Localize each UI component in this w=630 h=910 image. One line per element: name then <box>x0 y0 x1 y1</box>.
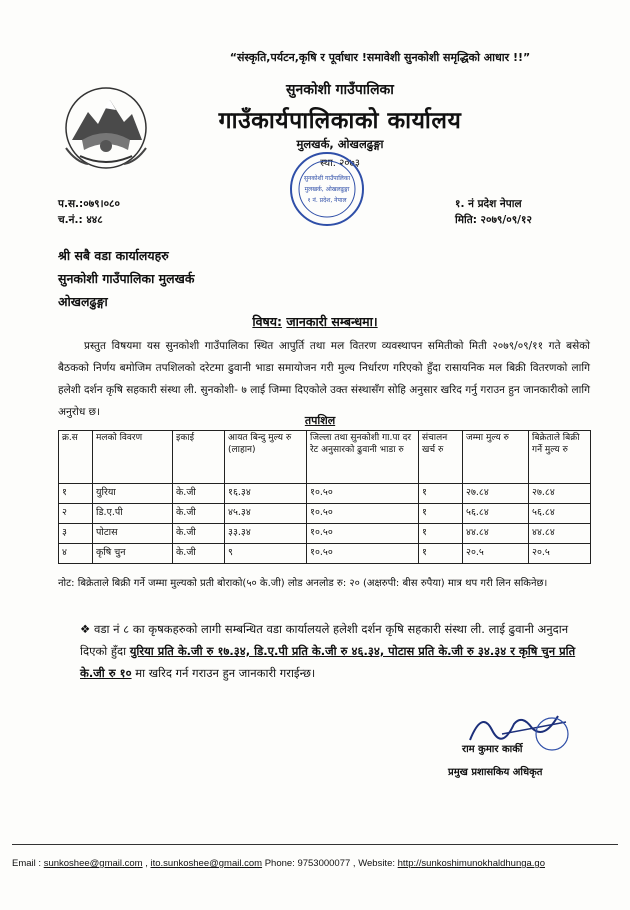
table-row <box>59 504 591 524</box>
header-fertilizer: मलको विवरण <box>93 431 173 484</box>
cell: २ <box>59 504 93 524</box>
header-unit: इकाई <box>173 431 225 484</box>
footer-website[interactable]: http://sunkoshimunokhaldhunga.go <box>397 858 545 869</box>
body-paragraph: प्रस्तुत विषयमा यस सुनकोशी गाउँपालिका स्थित आपुर्ति तथा मल वितरण व्यवस्थापन समितीको मिती २०७९/०९/११ गते बसेको बैठकको निर्णय बमोजिम तपशिलको दरेटमा ढुवानी भाडा समायोजन गरी मुल्य निर्धारण गरिएको हुँदा रासायनिक मल बिक्री वितरणको लागि हलेशी दर्शन कृषि सहकारी संस्था ली. सुनकोशी- ७ लाई जिम्मा दिएकोले उक्त संस्थासँग सोहि अनुसार खरिद गर्नु गराउन हुन जानकारीको लागि अनुरोध छ। <box>58 340 590 418</box>
cell: २७.८४ <box>463 484 529 504</box>
table-row <box>59 484 591 504</box>
reference-left <box>58 196 120 228</box>
cell: डि.ए.पी <box>93 504 173 524</box>
cell: १०.५० <box>307 484 419 504</box>
rate-table <box>58 430 591 564</box>
notice-text-part-2: मा खरिद गर्न गराउन हुन जानकारी गराईन्छ। <box>135 666 316 680</box>
cell: युरिया <box>93 484 173 504</box>
cell: के.जी <box>173 484 225 504</box>
signatory-title: प्रमुख प्रशासकिय अधिकृत <box>448 767 543 778</box>
subject-line <box>120 313 510 330</box>
footer-email-label: Email : <box>12 858 44 869</box>
recipient-line-1: श्री सबै वडा कार्यालयहरु <box>58 248 169 263</box>
motto: “संस्कृति,पर्यटन,कृषि र पूर्वाधार !समावेशी सुनकोशी समृद्धिको आधार !!” <box>229 51 531 64</box>
cell: ५६.८४ <box>529 504 591 524</box>
municipality-name: सुनकोशी गाउँपालिका <box>286 82 394 98</box>
cell: के.जी <box>173 524 225 544</box>
footer-contact <box>12 858 618 869</box>
letter-number: प.स.:०७९।०८० <box>58 198 120 210</box>
table-note: नोट: बिक्रेताले बिक्री गर्ने जम्मा मुल्यको प्रती बोराको(५० के.जी) लोड अनलोड रु: २० (अक्षरुपी: बीस रुपैया) मात्र थप गरी लिन सकिनेछ। <box>58 578 548 589</box>
footer-email-1[interactable]: sunkoshee@gmail.com <box>43 858 143 869</box>
cell: ४ <box>59 544 93 564</box>
cell: १ <box>419 544 463 564</box>
cell: १ <box>419 484 463 504</box>
cell: ३३.३४ <box>225 524 307 544</box>
cell: १ <box>419 524 463 544</box>
table-header-row <box>59 431 591 484</box>
cell: २७.८४ <box>529 484 591 504</box>
cell: १ <box>59 484 93 504</box>
cell: पोटास <box>93 524 173 544</box>
cell: १०.५० <box>307 544 419 564</box>
cell: ९ <box>225 544 307 564</box>
dispatch-number: च.नं.: ४४८ <box>58 214 103 226</box>
cell: के.जी <box>173 544 225 564</box>
cell: ४५.३४ <box>225 504 307 524</box>
recipient-address <box>58 244 194 313</box>
signatory-name: राम कुमार कार्की <box>462 744 523 755</box>
footer-divider <box>12 844 618 845</box>
cell: १०.५० <box>307 524 419 544</box>
cell: २०.५ <box>529 544 591 564</box>
recipient-line-2: सुनकोशी गाउँपालिका मुलखर्क <box>58 271 195 286</box>
subject-label: विषय: <box>252 314 283 329</box>
diamond-bullet-icon: ❖ <box>80 622 91 636</box>
footer-email-2[interactable]: ito.sunkoshee@gmail.com <box>150 858 263 869</box>
nepal-emblem-icon <box>58 78 154 174</box>
subject-text: जानकारी सम्बन्धमा। <box>286 314 378 329</box>
stamp-line-3: १ नं. प्रदेश, नेपाल <box>307 197 347 204</box>
office-location: मुलखर्क, ओखलढुङ्गा <box>296 137 384 151</box>
header-transport: जिल्ला तथा सुनकोशी गा.पा दर रेट अनुसारको ढुवानी भाडा रु <box>307 431 419 484</box>
cell: ३ <box>59 524 93 544</box>
header-serial: क्र.स <box>59 431 93 484</box>
table-title: तपशिल <box>304 414 336 427</box>
letter-date: मिति: २०७९/०९/१२ <box>455 214 532 226</box>
stamp-line-2: मुलखर्क, ओखलढुङ्गा <box>304 186 350 193</box>
cell: २०.५ <box>463 544 529 564</box>
cell: १०.५० <box>307 504 419 524</box>
cell: ४४.८४ <box>529 524 591 544</box>
header-operation-cost: संचालन खर्च रु <box>419 431 463 484</box>
province: १. नं प्रदेश नेपाल <box>455 198 522 210</box>
table-row <box>59 524 591 544</box>
cell: कृषि चुन <box>93 544 173 564</box>
office-stamp-icon <box>288 150 366 228</box>
notice-price-highlight: युरिया प्रति के.जी रु १७.३४, डि.ए.पी प्रति के.जी रु ४६.३४, पोटास प्रति के.जी रु ३४.३४ र कृषि चुन प्रति के.जी रु १० <box>80 644 576 680</box>
footer-separator: , <box>145 858 151 869</box>
notice-text-part-1: वडा नं ८ का कृषकहरुको लागी सम्बन्धित वडा कार्यालयले हलेशी दर्शन कृषि सहकारी संस्था ली. लाई ढुवानी अनुदान दिएको हुँदा <box>80 622 569 658</box>
header-sale-price: बिक्रेताले बिक्री गर्ने मुल्य रु <box>529 431 591 484</box>
cell: के.जी <box>173 504 225 524</box>
office-name: गाउँकार्यपालिकाको कार्यालय <box>218 108 462 134</box>
table-row <box>59 544 591 564</box>
cell: ४४.८४ <box>463 524 529 544</box>
footer-phone: Phone: 9753000077 , Website: <box>264 858 398 869</box>
header-import-price: आयत बिन्दु मुल्य रु (लाहान) <box>225 431 307 484</box>
established-year: स्था. २०७३ <box>320 158 360 169</box>
cell: १ <box>419 504 463 524</box>
cell: १६.३४ <box>225 484 307 504</box>
reference-right <box>455 196 532 228</box>
stamp-line-1: सुनकोशी गाउँपालिका <box>303 175 351 182</box>
recipient-line-3: ओखलढुङ्गा <box>58 294 108 309</box>
ward-8-notice <box>80 618 590 684</box>
cell: ५६.८४ <box>463 504 529 524</box>
header-total: जम्मा मुल्य रु <box>463 431 529 484</box>
